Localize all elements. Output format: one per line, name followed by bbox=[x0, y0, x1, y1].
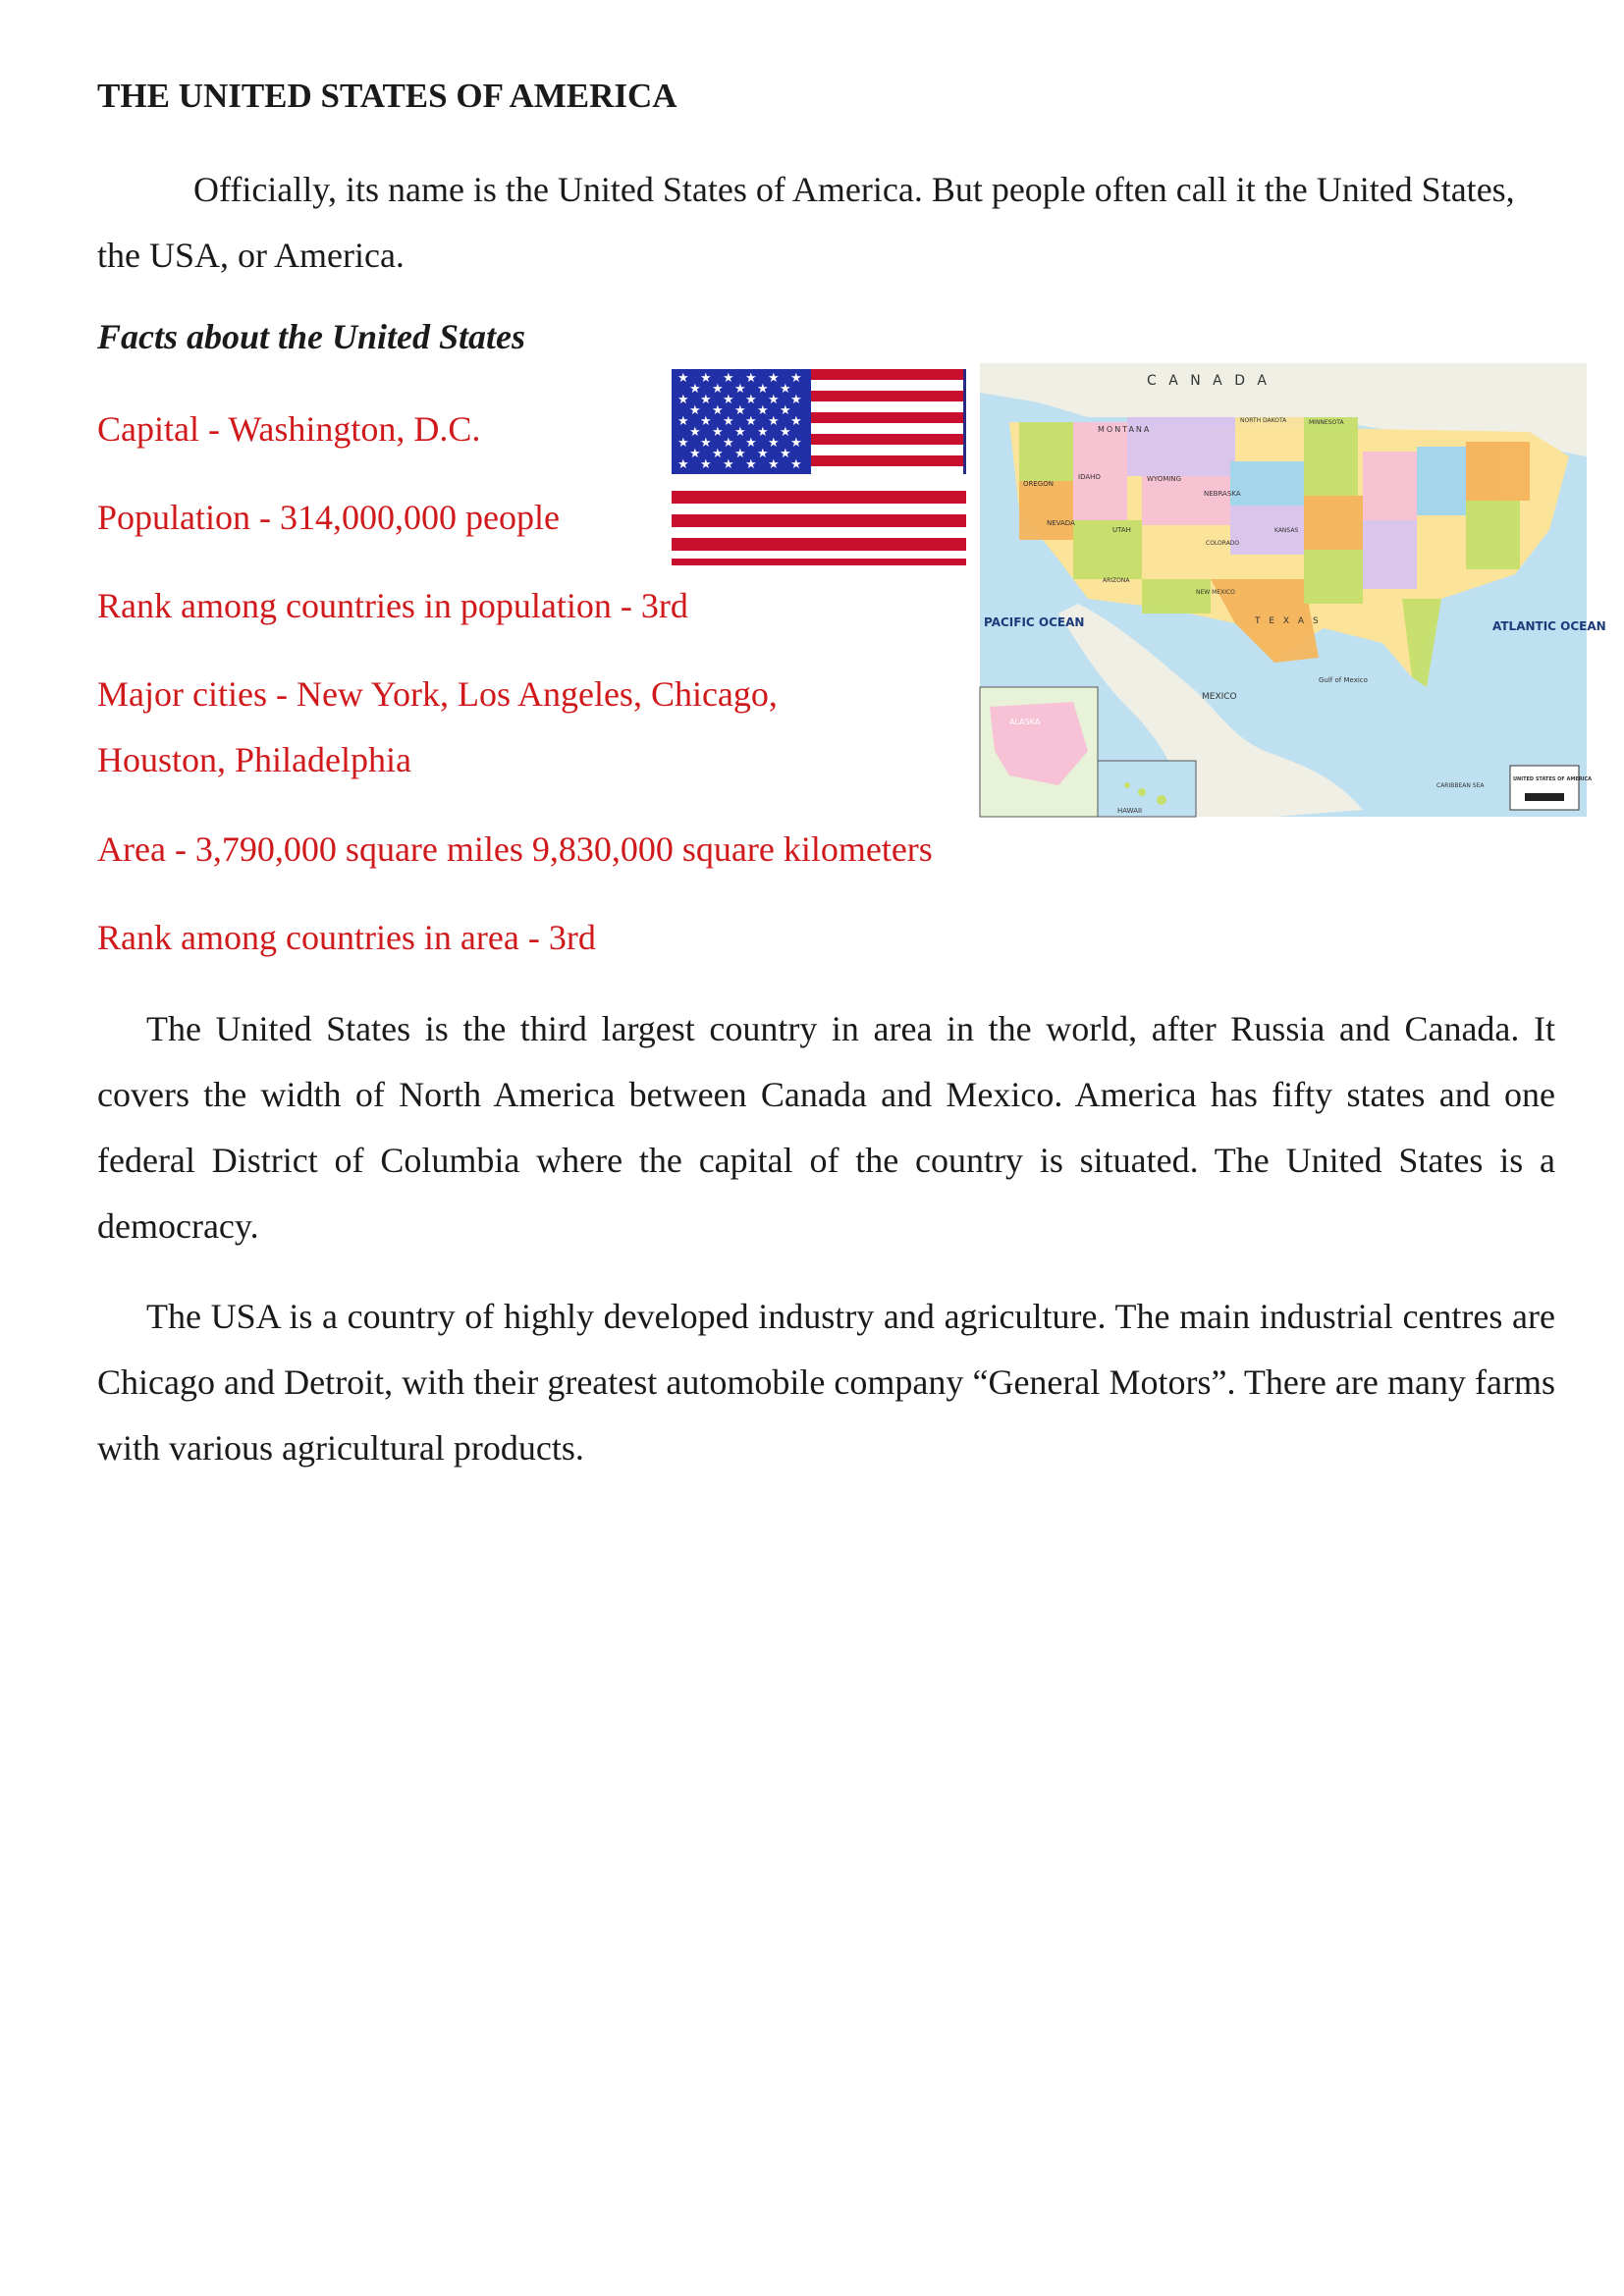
map-label-nebraska: NEBRASKA bbox=[1204, 490, 1241, 498]
map-label-minnesota: MINNESOTA bbox=[1309, 419, 1344, 426]
map-label-kansas: KANSAS bbox=[1274, 527, 1299, 534]
flag-star-icon: ★ bbox=[723, 414, 734, 429]
body-paragraph-1: The United States is the third largest country in area in the world, after Russia and Canada. It covers the width of North America between Canada and Mexico. America has fifty states and one federal District of Columbia where the capital of the country is situated. The United States is a democracy. bbox=[97, 1009, 1555, 1246]
us-flag-image bbox=[672, 369, 966, 570]
map-label-oregon: OREGON bbox=[1023, 480, 1054, 488]
map-label-montana: MONTANA bbox=[1098, 425, 1152, 434]
flag-star-icon: ★ bbox=[723, 457, 734, 472]
flag-star-icon: ★ bbox=[712, 447, 724, 461]
flag-star-icon: ★ bbox=[768, 393, 780, 407]
map-label-mexico: MEXICO bbox=[1202, 692, 1237, 702]
flag-star-icon: ★ bbox=[700, 436, 712, 451]
flag-star-icon: ★ bbox=[734, 425, 746, 440]
flag-star-icon: ★ bbox=[768, 371, 780, 386]
flag-star-icon: ★ bbox=[757, 425, 769, 440]
flag-star-icon: ★ bbox=[768, 436, 780, 451]
flag-star-icon: ★ bbox=[780, 425, 791, 440]
flag-star-icon: ★ bbox=[712, 382, 724, 397]
flag-star-icon: ★ bbox=[734, 447, 746, 461]
body-paragraph-2: The USA is a country of highly developed industry and agriculture. The main industrial centres are Chicago and Detroit, with their greatest automobile company “General Motors”. There are many farms with various agricultural products. bbox=[97, 1297, 1555, 1468]
flag-star-icon: ★ bbox=[790, 457, 802, 472]
flag-star-icon: ★ bbox=[677, 436, 689, 451]
map-label-alaska: ALASKA bbox=[1009, 718, 1041, 726]
page-title: THE UNITED STATES OF AMERICA bbox=[97, 77, 677, 115]
map-label-gulf: Gulf of Mexico bbox=[1319, 676, 1368, 684]
flag-star-icon: ★ bbox=[757, 403, 769, 418]
flag-star-icon: ★ bbox=[734, 403, 746, 418]
flag-star-icon: ★ bbox=[677, 371, 689, 386]
flag-star-icon: ★ bbox=[790, 436, 802, 451]
flag-star-icon: ★ bbox=[677, 393, 689, 407]
flag-star-icon: ★ bbox=[712, 403, 724, 418]
intro-paragraph: Officially, its name is the United States of America. But people often call it the United States, the USA, or America. bbox=[97, 170, 1515, 275]
flag-star-icon: ★ bbox=[790, 414, 802, 429]
map-label-wyoming: WYOMING bbox=[1147, 475, 1182, 483]
flag-star-icon: ★ bbox=[745, 436, 757, 451]
flag-star-icon: ★ bbox=[757, 382, 769, 397]
flag-star-icon: ★ bbox=[700, 393, 712, 407]
flag-star-icon: ★ bbox=[790, 393, 802, 407]
map-label-hawaii: HAWAII bbox=[1117, 807, 1143, 815]
flag-star-icon: ★ bbox=[790, 371, 802, 386]
us-map-image bbox=[980, 363, 1606, 822]
fact-major-cities-continued: Houston, Philadelphia bbox=[97, 740, 411, 779]
fact-area: Area - 3,790,000 square miles 9,830,000 square kilometers bbox=[97, 829, 933, 869]
fact-area-rank: Rank among countries in area - 3rd bbox=[97, 918, 596, 957]
map-label-new-mexico: NEW MEXICO bbox=[1196, 589, 1235, 596]
flag-star-icon: ★ bbox=[689, 447, 701, 461]
fact-population-rank: Rank among countries in population - 3rd bbox=[97, 586, 688, 625]
flag-star-icon: ★ bbox=[723, 436, 734, 451]
map-label-texas: T E X A S bbox=[1255, 616, 1322, 626]
map-label-utah: UTAH bbox=[1112, 526, 1131, 534]
map-label-arizona: ARIZONA bbox=[1103, 577, 1130, 584]
flag-star-icon: ★ bbox=[689, 425, 701, 440]
map-label-pacific: PACIFIC OCEAN bbox=[984, 615, 1085, 629]
flag-star-icon: ★ bbox=[780, 403, 791, 418]
flag-star-icon: ★ bbox=[745, 457, 757, 472]
flag-star-icon: ★ bbox=[768, 457, 780, 472]
flag-star-icon: ★ bbox=[677, 414, 689, 429]
flag-star-icon: ★ bbox=[700, 371, 712, 386]
flag-star-icon: ★ bbox=[757, 447, 769, 461]
flag-star-icon: ★ bbox=[700, 457, 712, 472]
flag-star-icon: ★ bbox=[689, 382, 701, 397]
flag-star-icon: ★ bbox=[768, 414, 780, 429]
map-legend-label: UNITED STATES OF AMERICA bbox=[1513, 776, 1593, 782]
map-label-colorado: COLORADO bbox=[1206, 540, 1240, 547]
flag-star-icon: ★ bbox=[745, 393, 757, 407]
flag-star-icon: ★ bbox=[734, 382, 746, 397]
flag-star-icon: ★ bbox=[712, 425, 724, 440]
map-label-canada: C A N A D A bbox=[1147, 373, 1272, 389]
flag-star-icon: ★ bbox=[745, 414, 757, 429]
fact-population: Population - 314,000,000 people bbox=[97, 498, 560, 537]
flag-star-icon: ★ bbox=[677, 457, 689, 472]
flag-star-icon: ★ bbox=[689, 403, 701, 418]
flag-star-icon: ★ bbox=[780, 447, 791, 461]
flag-star-icon: ★ bbox=[723, 371, 734, 386]
flag-star-icon: ★ bbox=[700, 414, 712, 429]
flag-star-icon: ★ bbox=[723, 393, 734, 407]
facts-heading: Facts about the United States bbox=[97, 317, 526, 356]
flag-star-icon: ★ bbox=[745, 371, 757, 386]
map-label-caribbean: CARIBBEAN SEA bbox=[1436, 782, 1485, 789]
flag-star-icon: ★ bbox=[780, 382, 791, 397]
map-label-north-dakota: NORTH DAKOTA bbox=[1240, 417, 1287, 424]
map-label-nevada: NEVADA bbox=[1047, 519, 1075, 527]
map-label-atlantic: ATLANTIC OCEAN bbox=[1492, 619, 1606, 633]
fact-capital: Capital - Washington, D.C. bbox=[97, 409, 481, 449]
map-label-idaho: IDAHO bbox=[1078, 473, 1101, 481]
fact-major-cities: Major cities - New York, Los Angeles, Chicago, bbox=[97, 674, 778, 714]
